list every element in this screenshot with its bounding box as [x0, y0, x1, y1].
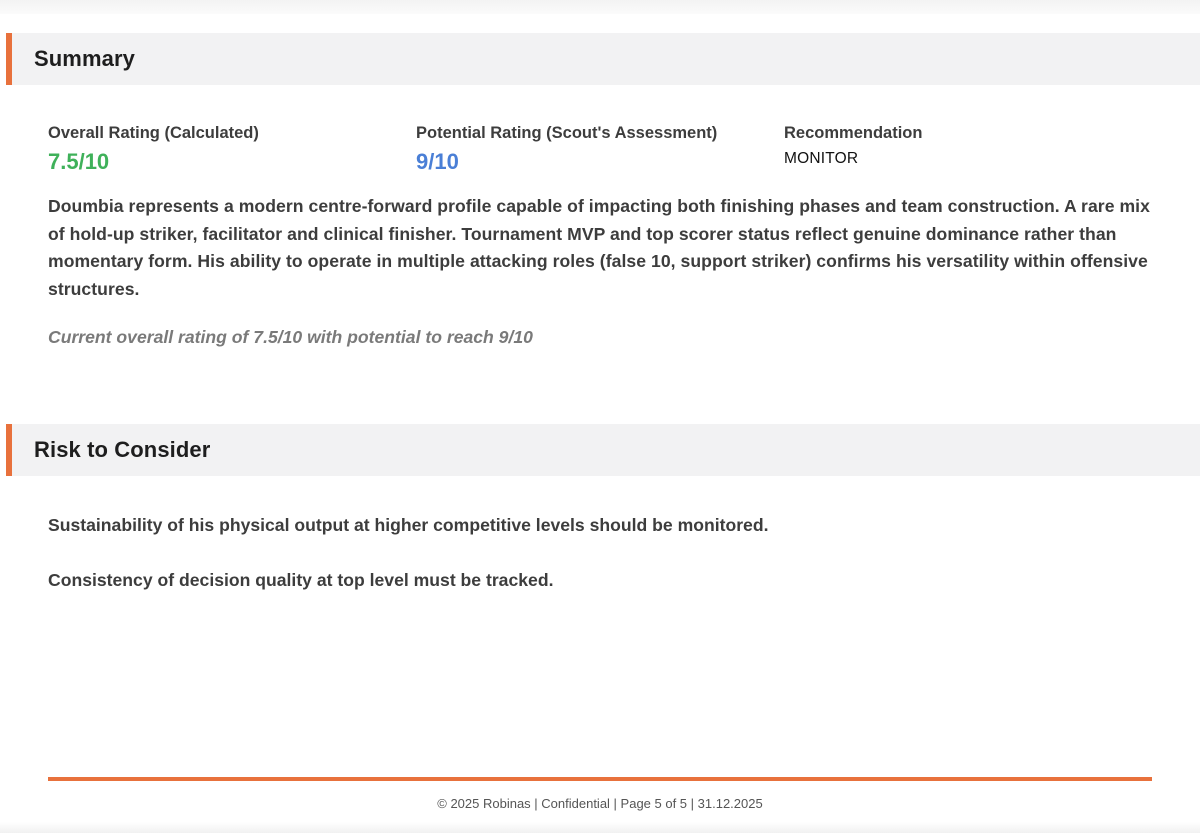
potential-rating-label: Potential Rating (Scout's Assessment) — [416, 124, 718, 142]
bottom-edge — [0, 822, 1200, 833]
ratings-row — [48, 124, 1158, 180]
risk-item: Sustainability of his physical output at higher competitive levels should be monitored. — [48, 515, 769, 535]
recommendation — [784, 124, 922, 168]
recommendation-label: Recommendation — [784, 124, 923, 142]
footer-divider — [48, 777, 1152, 781]
risk-section-header — [6, 424, 1200, 476]
potential-rating-value: 9/10 — [416, 149, 459, 174]
footer-text: © 2025 Robinas | Confidential | Page 5 of 5 | 31.12.2025 — [437, 796, 763, 811]
summary-note: Current overall rating of 7.5/10 with potential to reach 9/10 — [48, 327, 533, 347]
summary-section-header — [6, 33, 1200, 85]
overall-rating-value: 7.5/10 — [48, 149, 110, 174]
recommendation-value: MONITOR — [784, 150, 859, 167]
risk-title: Risk to Consider — [34, 437, 211, 462]
potential-rating — [416, 124, 717, 175]
summary-paragraph: Doumbia represents a modern centre-forward profile capable of impacting both finishing phases and team construction. A rare mix of hold-up striker, facilitator and clinical finisher. Tournament MVP and top scorer status reflect genuine dominance rather than momentary form. His ability to operate in multiple attacking roles (false 10, support striker) confirms his versatility within offensive structures. — [48, 196, 1150, 299]
overall-rating-label: Overall Rating (Calculated) — [48, 124, 259, 142]
summary-title: Summary — [34, 46, 135, 71]
top-edge — [0, 0, 1200, 14]
risk-item: Consistency of decision quality at top level must be tracked. — [48, 570, 554, 590]
overall-rating — [48, 124, 259, 175]
